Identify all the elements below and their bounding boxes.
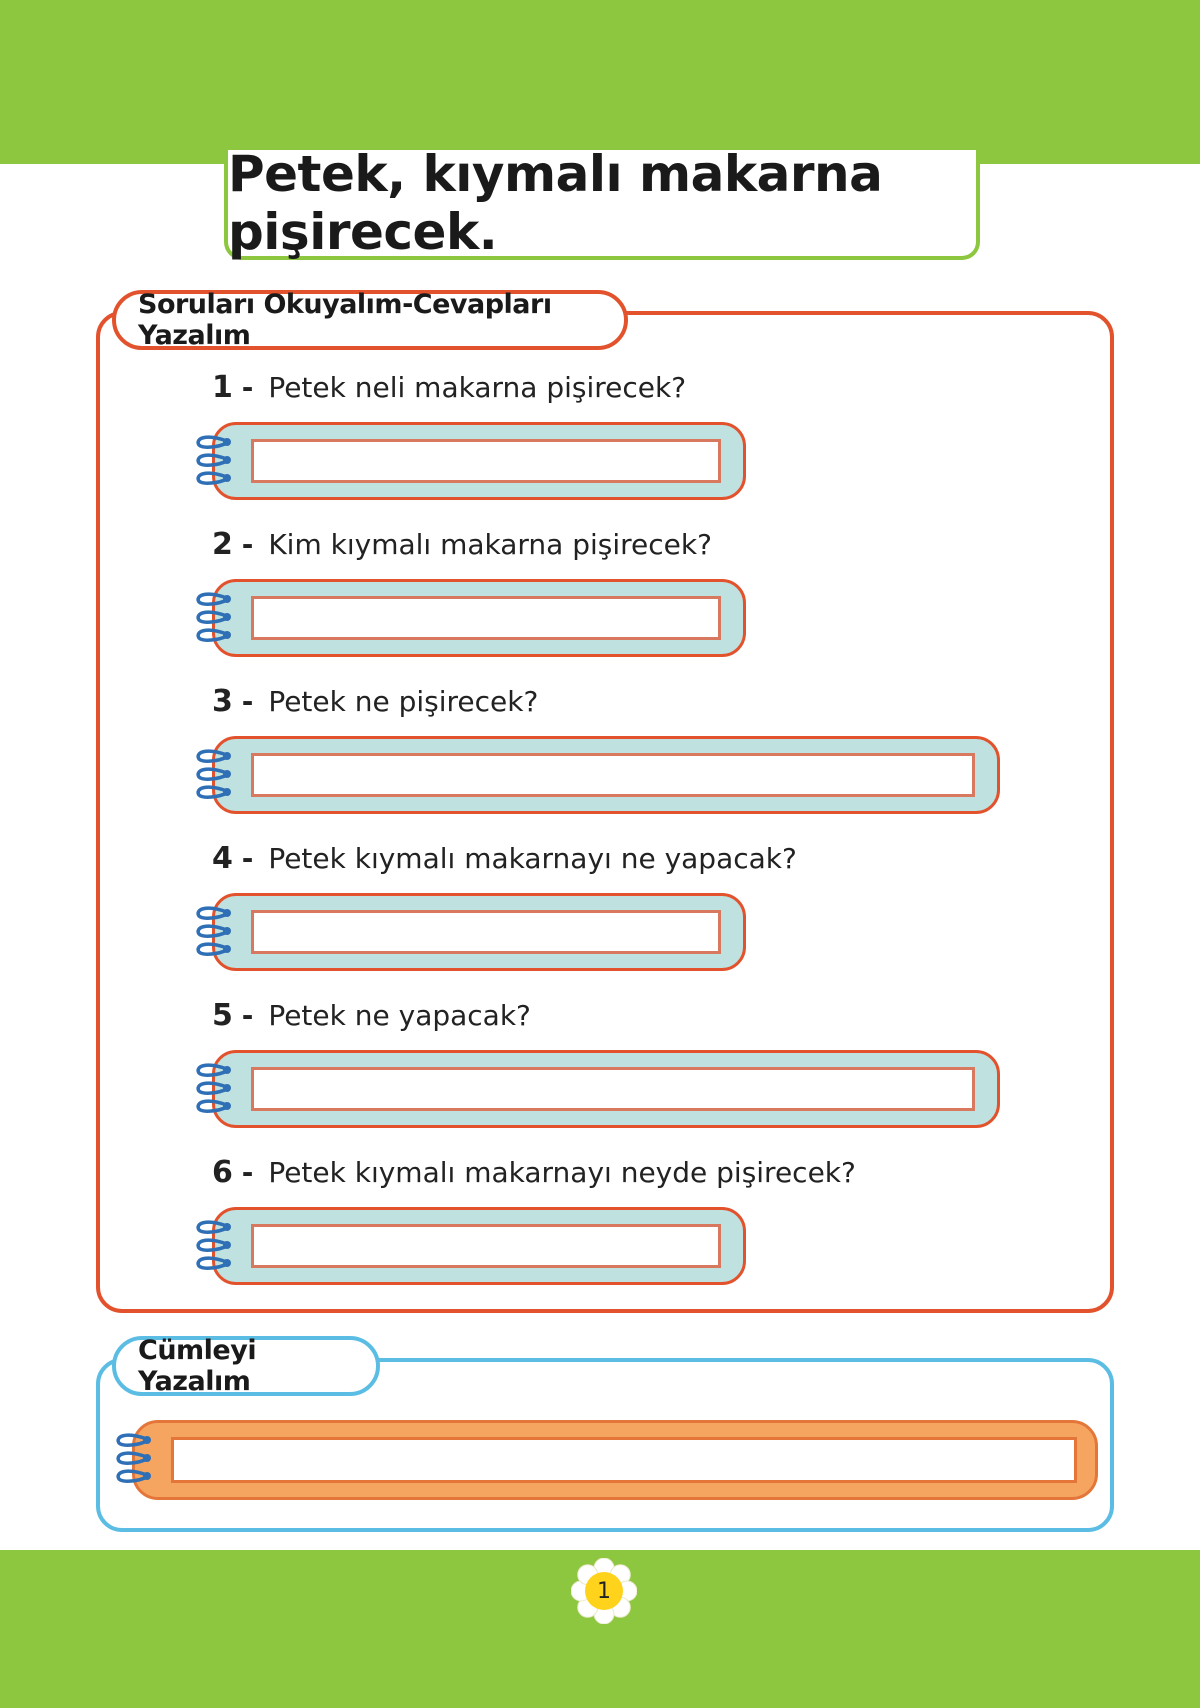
questions-section-heading: Soruları Okuyalım-Cevapları Yazalım <box>112 290 628 350</box>
question-number: 4 <box>212 841 233 876</box>
spiral-binding-icon <box>193 1212 237 1284</box>
question-dash: - <box>241 1156 254 1189</box>
question-text: Petek ne yapacak? <box>268 999 531 1032</box>
question-text: Petek ne pişirecek? <box>268 685 539 718</box>
spiral-binding-icon <box>193 584 237 656</box>
answer-field-4[interactable] <box>251 910 721 954</box>
question-number: 5 <box>212 998 233 1033</box>
top-green-band <box>0 0 1200 164</box>
answer-field-6[interactable] <box>251 1224 721 1268</box>
question-number: 1 <box>212 370 233 405</box>
question-dash: - <box>241 371 254 404</box>
question-3 <box>212 684 538 719</box>
question-text: Kim kıymalı makarna pişirecek? <box>268 528 712 561</box>
question-number: 6 <box>212 1155 233 1190</box>
answer-box-4[interactable] <box>212 893 746 971</box>
question-5 <box>212 998 531 1033</box>
sentence-answer-field[interactable] <box>171 1437 1077 1483</box>
question-dash: - <box>241 685 254 718</box>
question-2 <box>212 527 712 562</box>
sentence-answer-box[interactable] <box>132 1420 1098 1500</box>
answer-box-3[interactable] <box>212 736 1000 814</box>
page-number: 1 <box>597 1578 611 1604</box>
question-4 <box>212 841 797 876</box>
sentence-section-heading: Cümleyi Yazalım <box>112 1336 380 1396</box>
question-dash: - <box>241 999 254 1032</box>
spiral-binding-icon <box>193 898 237 970</box>
answer-field-1[interactable] <box>251 439 721 483</box>
answer-field-3[interactable] <box>251 753 975 797</box>
title-box <box>224 145 980 261</box>
spiral-binding-icon <box>193 741 237 813</box>
question-text: Petek kıymalı makarnayı neyde pişirecek? <box>268 1156 856 1189</box>
question-number: 3 <box>212 684 233 719</box>
answer-field-5[interactable] <box>251 1067 975 1111</box>
answer-box-5[interactable] <box>212 1050 1000 1128</box>
question-1 <box>212 370 686 405</box>
question-dash: - <box>241 528 254 561</box>
question-number: 2 <box>212 527 233 562</box>
answer-box-1[interactable] <box>212 422 746 500</box>
spiral-binding-icon <box>113 1425 157 1497</box>
page-number-badge <box>571 1558 637 1624</box>
spiral-binding-icon <box>193 427 237 499</box>
question-dash: - <box>241 842 254 875</box>
answer-box-6[interactable] <box>212 1207 746 1285</box>
question-text: Petek kıymalı makarnayı ne yapacak? <box>268 842 797 875</box>
answer-box-2[interactable] <box>212 579 746 657</box>
page-title: Petek, kıymalı makarna pişirecek. <box>228 145 883 261</box>
spiral-binding-icon <box>193 1055 237 1127</box>
question-text: Petek neli makarna pişirecek? <box>268 371 687 404</box>
question-6 <box>212 1155 856 1190</box>
answer-field-2[interactable] <box>251 596 721 640</box>
